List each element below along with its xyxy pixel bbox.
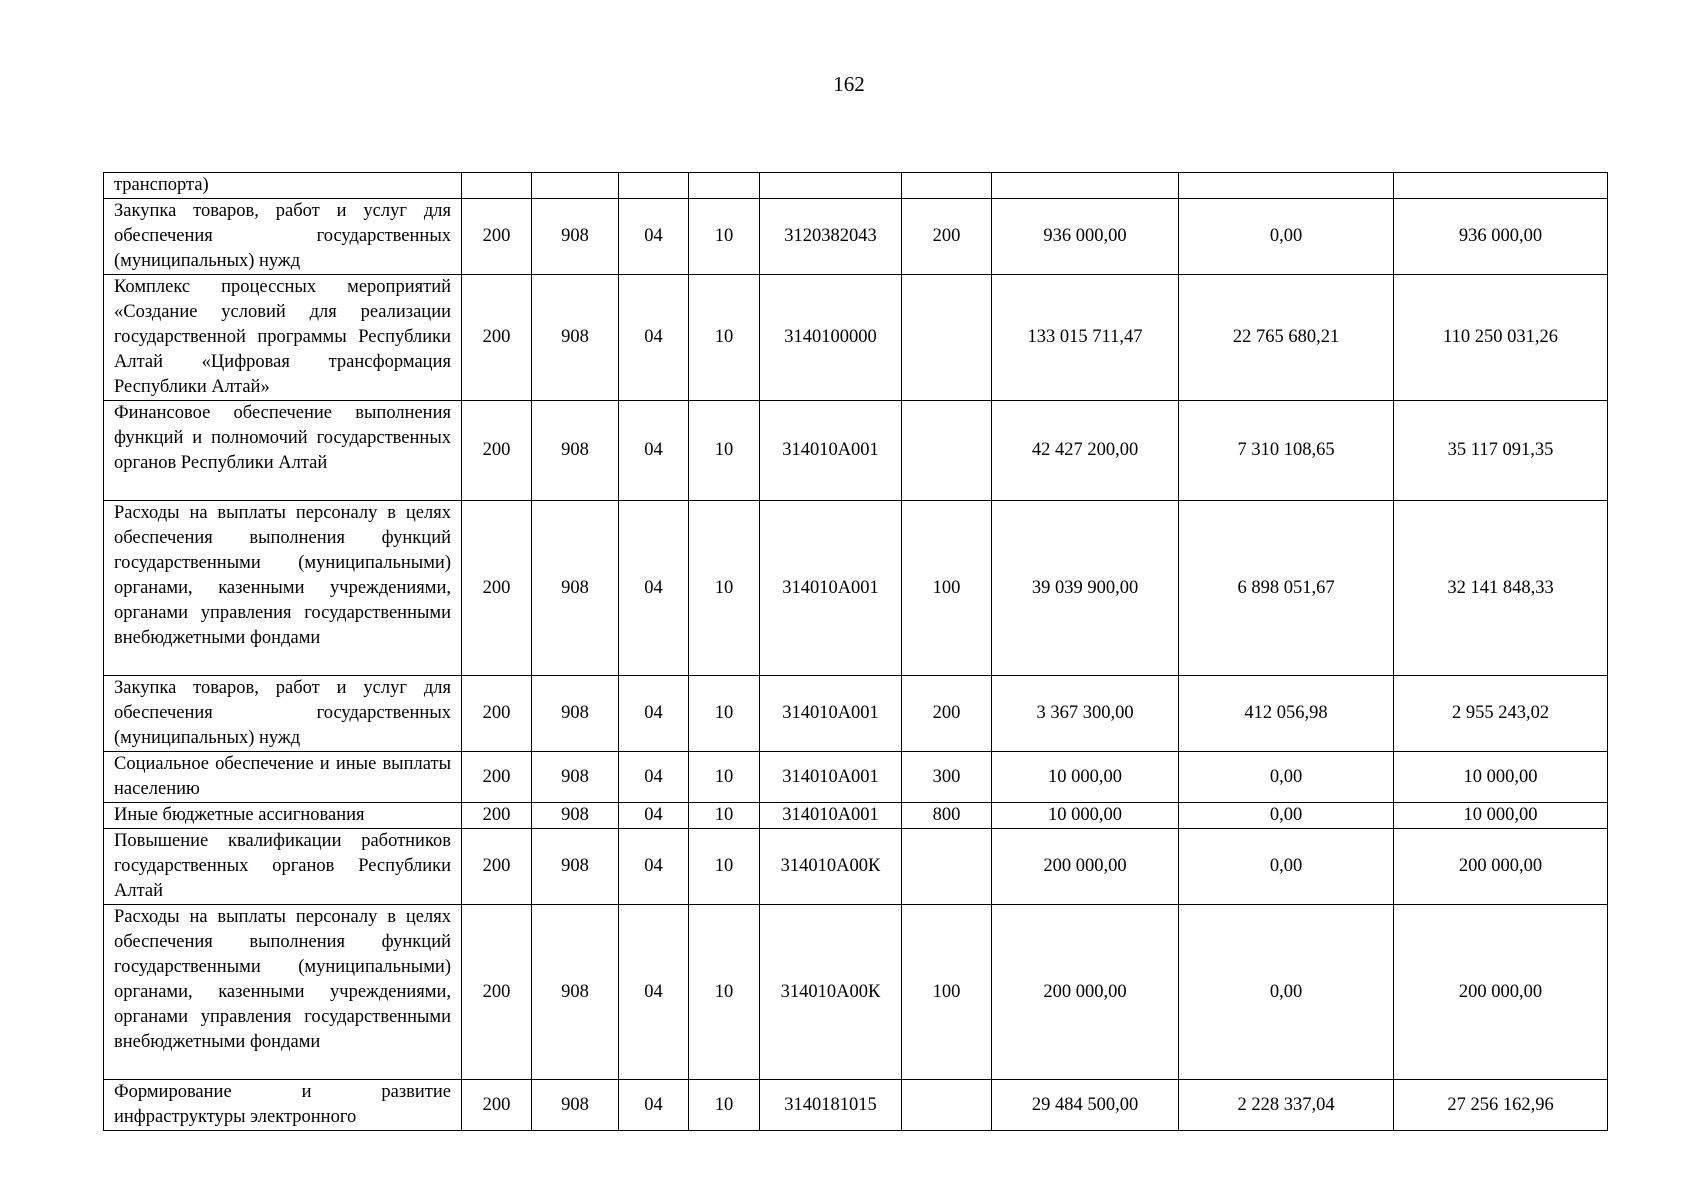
row-c4-cell: 10 [689, 401, 760, 501]
row-c2-cell [532, 173, 619, 199]
row-c1-cell [462, 173, 532, 199]
row-code-cell: 314010А001 [760, 501, 902, 676]
row-c4-cell: 10 [689, 905, 760, 1080]
row-done-cell: 22 765 680,21 [1179, 275, 1394, 401]
row-c2-cell: 908 [532, 752, 619, 803]
row-code-cell: 3140181015 [760, 1080, 902, 1131]
row-code-cell: 314010А001 [760, 803, 902, 829]
row-code-cell [760, 173, 902, 199]
row-vr-cell: 100 [902, 905, 992, 1080]
row-c4-cell: 10 [689, 752, 760, 803]
row-c2-cell: 908 [532, 829, 619, 905]
row-c1-cell: 200 [462, 401, 532, 501]
table-row [104, 199, 1608, 275]
table-row [104, 275, 1608, 401]
row-rest-cell: 200 000,00 [1394, 829, 1608, 905]
row-name-cell: Повышение квалификации работников государственных органов Республики Алтай [104, 829, 462, 905]
row-done-cell: 0,00 [1179, 829, 1394, 905]
table-row [104, 752, 1608, 803]
row-c2-cell: 908 [532, 199, 619, 275]
row-done-cell: 2 228 337,04 [1179, 1080, 1394, 1131]
row-c1-cell: 200 [462, 275, 532, 401]
row-c3-cell: 04 [619, 752, 689, 803]
row-name-cell: Расходы на выплаты персоналу в целях обеспечения выполнения функций государственными (муниципальными) органами, казенными учреждениями, органами управления государственными внебюджетными фондами [104, 905, 462, 1080]
row-c3-cell: 04 [619, 501, 689, 676]
row-c4-cell: 10 [689, 1080, 760, 1131]
table-row [104, 401, 1608, 501]
row-c2-cell: 908 [532, 275, 619, 401]
row-c4-cell: 10 [689, 275, 760, 401]
row-plan-cell: 3 367 300,00 [992, 676, 1179, 752]
row-rest-cell: 10 000,00 [1394, 803, 1608, 829]
table-row [104, 173, 1608, 199]
row-code-cell: 314010А001 [760, 752, 902, 803]
row-code-cell: 314010А001 [760, 401, 902, 501]
row-plan-cell: 133 015 711,47 [992, 275, 1179, 401]
row-name-cell: Расходы на выплаты персоналу в целях обеспечения выполнения функций государственными (муниципальными) органами, казенными учреждениями, органами управления государственными внебюджетными фондами [104, 501, 462, 676]
row-c2-cell: 908 [532, 501, 619, 676]
row-c4-cell: 10 [689, 199, 760, 275]
row-name-cell: Социальное обеспечение и иные выплаты населению [104, 752, 462, 803]
budget-table [103, 172, 1608, 1131]
row-c1-cell: 200 [462, 752, 532, 803]
row-plan-cell: 42 427 200,00 [992, 401, 1179, 501]
table-row [104, 803, 1608, 829]
row-c3-cell: 04 [619, 829, 689, 905]
row-code-cell: 314010А001 [760, 676, 902, 752]
row-vr-cell [902, 275, 992, 401]
row-code-cell: 3120382043 [760, 199, 902, 275]
row-plan-cell: 200 000,00 [992, 905, 1179, 1080]
row-name-cell: Иные бюджетные ассигнования [104, 803, 462, 829]
row-done-cell [1179, 173, 1394, 199]
row-plan-cell: 200 000,00 [992, 829, 1179, 905]
row-plan-cell: 10 000,00 [992, 803, 1179, 829]
row-name-cell: Финансовое обеспечение выполнения функций и полномочий государственных органов Республики Алтай [104, 401, 462, 501]
row-done-cell: 0,00 [1179, 199, 1394, 275]
row-vr-cell: 800 [902, 803, 992, 829]
row-vr-cell [902, 829, 992, 905]
page-number: 162 [833, 72, 865, 96]
row-c4-cell: 10 [689, 829, 760, 905]
row-c2-cell: 908 [532, 803, 619, 829]
row-plan-cell [992, 173, 1179, 199]
row-name-cell: Закупка товаров, работ и услуг для обеспечения государственных (муниципальных) нужд [104, 676, 462, 752]
row-c3-cell: 04 [619, 401, 689, 501]
row-c1-cell: 200 [462, 905, 532, 1080]
row-c1-cell: 200 [462, 1080, 532, 1131]
row-rest-cell: 35 117 091,35 [1394, 401, 1608, 501]
row-c1-cell: 200 [462, 829, 532, 905]
row-rest-cell: 32 141 848,33 [1394, 501, 1608, 676]
row-c1-cell: 200 [462, 199, 532, 275]
row-name-cell: Закупка товаров, работ и услуг для обеспечения государственных (муниципальных) нужд [104, 199, 462, 275]
row-c3-cell: 04 [619, 275, 689, 401]
row-c4-cell: 10 [689, 803, 760, 829]
row-c3-cell: 04 [619, 676, 689, 752]
row-vr-cell [902, 401, 992, 501]
row-done-cell: 6 898 051,67 [1179, 501, 1394, 676]
row-plan-cell: 10 000,00 [992, 752, 1179, 803]
row-vr-cell [902, 173, 992, 199]
row-c3-cell [619, 173, 689, 199]
table-row [104, 676, 1608, 752]
row-rest-cell: 110 250 031,26 [1394, 275, 1608, 401]
row-c2-cell: 908 [532, 1080, 619, 1131]
row-code-cell: 314010А00К [760, 829, 902, 905]
row-c2-cell: 908 [532, 401, 619, 501]
row-c1-cell: 200 [462, 803, 532, 829]
row-done-cell: 7 310 108,65 [1179, 401, 1394, 501]
row-rest-cell [1394, 173, 1608, 199]
row-plan-cell: 29 484 500,00 [992, 1080, 1179, 1131]
row-vr-cell: 200 [902, 199, 992, 275]
row-c1-cell: 200 [462, 676, 532, 752]
row-vr-cell: 200 [902, 676, 992, 752]
row-code-cell: 314010А00К [760, 905, 902, 1080]
row-rest-cell: 200 000,00 [1394, 905, 1608, 1080]
row-c3-cell: 04 [619, 1080, 689, 1131]
row-rest-cell: 27 256 162,96 [1394, 1080, 1608, 1131]
row-vr-cell [902, 1080, 992, 1131]
table-row [104, 829, 1608, 905]
row-rest-cell: 936 000,00 [1394, 199, 1608, 275]
row-c2-cell: 908 [532, 676, 619, 752]
row-vr-cell: 300 [902, 752, 992, 803]
row-plan-cell: 39 039 900,00 [992, 501, 1179, 676]
row-c4-cell: 10 [689, 501, 760, 676]
row-c4-cell: 10 [689, 676, 760, 752]
table-row [104, 905, 1608, 1080]
row-code-cell: 3140100000 [760, 275, 902, 401]
row-c3-cell: 04 [619, 905, 689, 1080]
table-row [104, 501, 1608, 676]
row-c1-cell: 200 [462, 501, 532, 676]
row-c3-cell: 04 [619, 199, 689, 275]
row-done-cell: 412 056,98 [1179, 676, 1394, 752]
row-vr-cell: 100 [902, 501, 992, 676]
row-done-cell: 0,00 [1179, 752, 1394, 803]
row-c3-cell: 04 [619, 803, 689, 829]
row-plan-cell: 936 000,00 [992, 199, 1179, 275]
row-done-cell: 0,00 [1179, 905, 1394, 1080]
row-c4-cell [689, 173, 760, 199]
row-name-cell: транспорта) [104, 173, 462, 199]
row-done-cell: 0,00 [1179, 803, 1394, 829]
table-row [104, 1080, 1608, 1131]
row-rest-cell: 10 000,00 [1394, 752, 1608, 803]
row-rest-cell: 2 955 243,02 [1394, 676, 1608, 752]
row-c2-cell: 908 [532, 905, 619, 1080]
row-name-cell: Комплекс процессных мероприятий «Создание условий для реализации государственной программы Республики Алтай «Цифровая трансформация Республики Алтай» [104, 275, 462, 401]
row-name-cell: Формирование и развитие инфраструктуры электронного [104, 1080, 462, 1131]
